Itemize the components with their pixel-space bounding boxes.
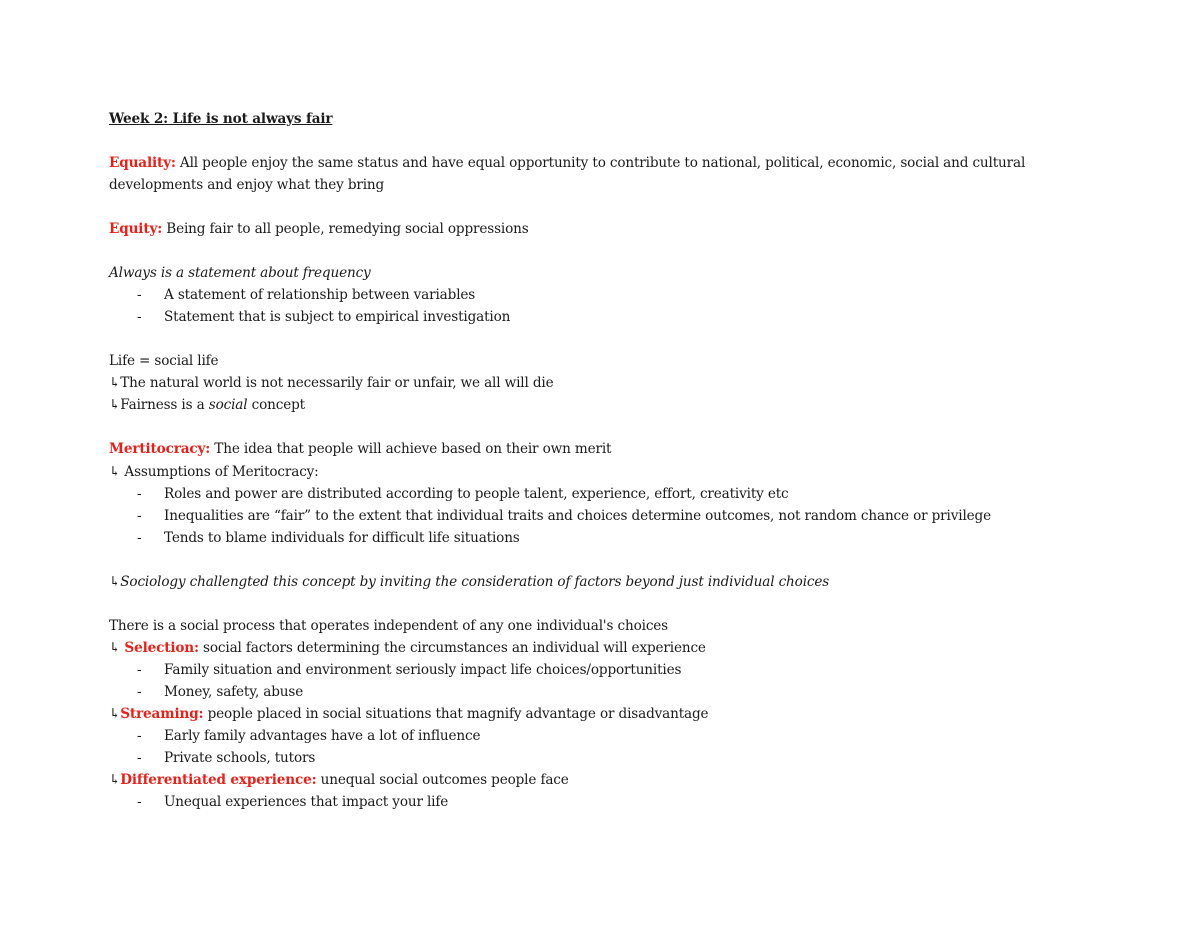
meritocracy-definition: Mertitocracy: The idea that people will achieve based on their own merit xyxy=(109,441,612,457)
equality-text-continued: developments and enjoy what they bring xyxy=(109,177,385,193)
differentiated-experience-definition: ↳Differentiated experience: unequal social outcomes people face xyxy=(109,772,569,788)
selection-term: Selection: xyxy=(124,640,199,656)
life-natural-world: ↳The natural world is not necessarily fair or unfair, we all will die xyxy=(109,375,554,391)
meritocracy-assumptions: ↳ Assumptions of Meritocracy: xyxy=(109,464,319,480)
always-heading: Always is a statement about frequency xyxy=(109,265,371,281)
streaming-term: Streaming: xyxy=(120,706,204,722)
equality-term: Equality: xyxy=(109,155,176,171)
document-page: Week 2: Life is not always fair Equality: All people enjoy the same status and have equal opportunity to contribute to national, political, economic, social and cultural developments and enjoy what they bring Equity: Being fair to all people, remedying social oppressions Always is a statement about frequency - A statement of relationship between variables - Statement that is subject to empirical investigation Life = social life ↳The natural world is not necessarily fair or unfair, we all will die ↳Fairness is a social concept Mertitocracy: The idea that people will achieve based on their own merit ↳ Assumptions of Meritocracy: - Roles and power are distributed according to people talent, experience, effort, creativity etc - Inequalities are “fair” to the extent that individual traits and choices determine outcomes, not random chance or privilege - Tends to blame individuals for difficult life situations ↳Sociology challengted this concept by inviting the consideration of factors beyond just individual choices There is a social process that operates independent of any one individual's choices ↳ Selection: social factors determining the circumstances an individual will experience - Family situation and environment seriously impact life choices/opportunities - Money, safety, abuse ↳Streaming: people placed in social situations that magnify advantage or disadvantage - Early family advantages have a lot of influence - Private schools, tutors ↳Differentiated experience: unequal social outcomes people face - Unequal experiences that impact your life xyxy=(0,0,1200,927)
arrow-icon: ↳ xyxy=(109,574,121,590)
page-title: Week 2: Life is not always fair xyxy=(109,111,333,127)
arrow-icon: ↳ xyxy=(109,464,121,480)
equality-text: All people enjoy the same status and have equal opportunity to contribute to national, political, economic, social and cultural xyxy=(175,155,1026,171)
arrow-icon: ↳ xyxy=(109,772,121,788)
equity-term: Equity: xyxy=(109,221,163,237)
differentiated-experience-term: Differentiated experience: xyxy=(120,772,317,788)
arrow-icon: ↳ xyxy=(109,375,121,391)
process-intro: There is a social process that operates independent of any one individual's choices xyxy=(109,618,668,634)
equity-text: Being fair to all people, remedying social oppressions xyxy=(162,221,529,237)
life-line: Life = social life xyxy=(109,353,219,369)
equality-definition xyxy=(109,153,1025,173)
meritocracy-term: Mertitocracy: xyxy=(109,441,211,457)
equity-definition xyxy=(109,219,529,239)
arrow-icon: ↳ xyxy=(109,706,121,722)
sociology-note: ↳Sociology challengted this concept by inviting the consideration of factors beyond just individual choices xyxy=(109,574,830,590)
streaming-definition: ↳Streaming: people placed in social situations that magnify advantage or disadvantage xyxy=(109,706,709,722)
arrow-icon: ↳ xyxy=(109,640,121,656)
arrow-icon: ↳ xyxy=(109,397,121,413)
life-fairness: ↳Fairness is a social concept xyxy=(109,397,305,413)
selection-definition: ↳ Selection: social factors determining the circumstances an individual will experience xyxy=(109,640,706,656)
